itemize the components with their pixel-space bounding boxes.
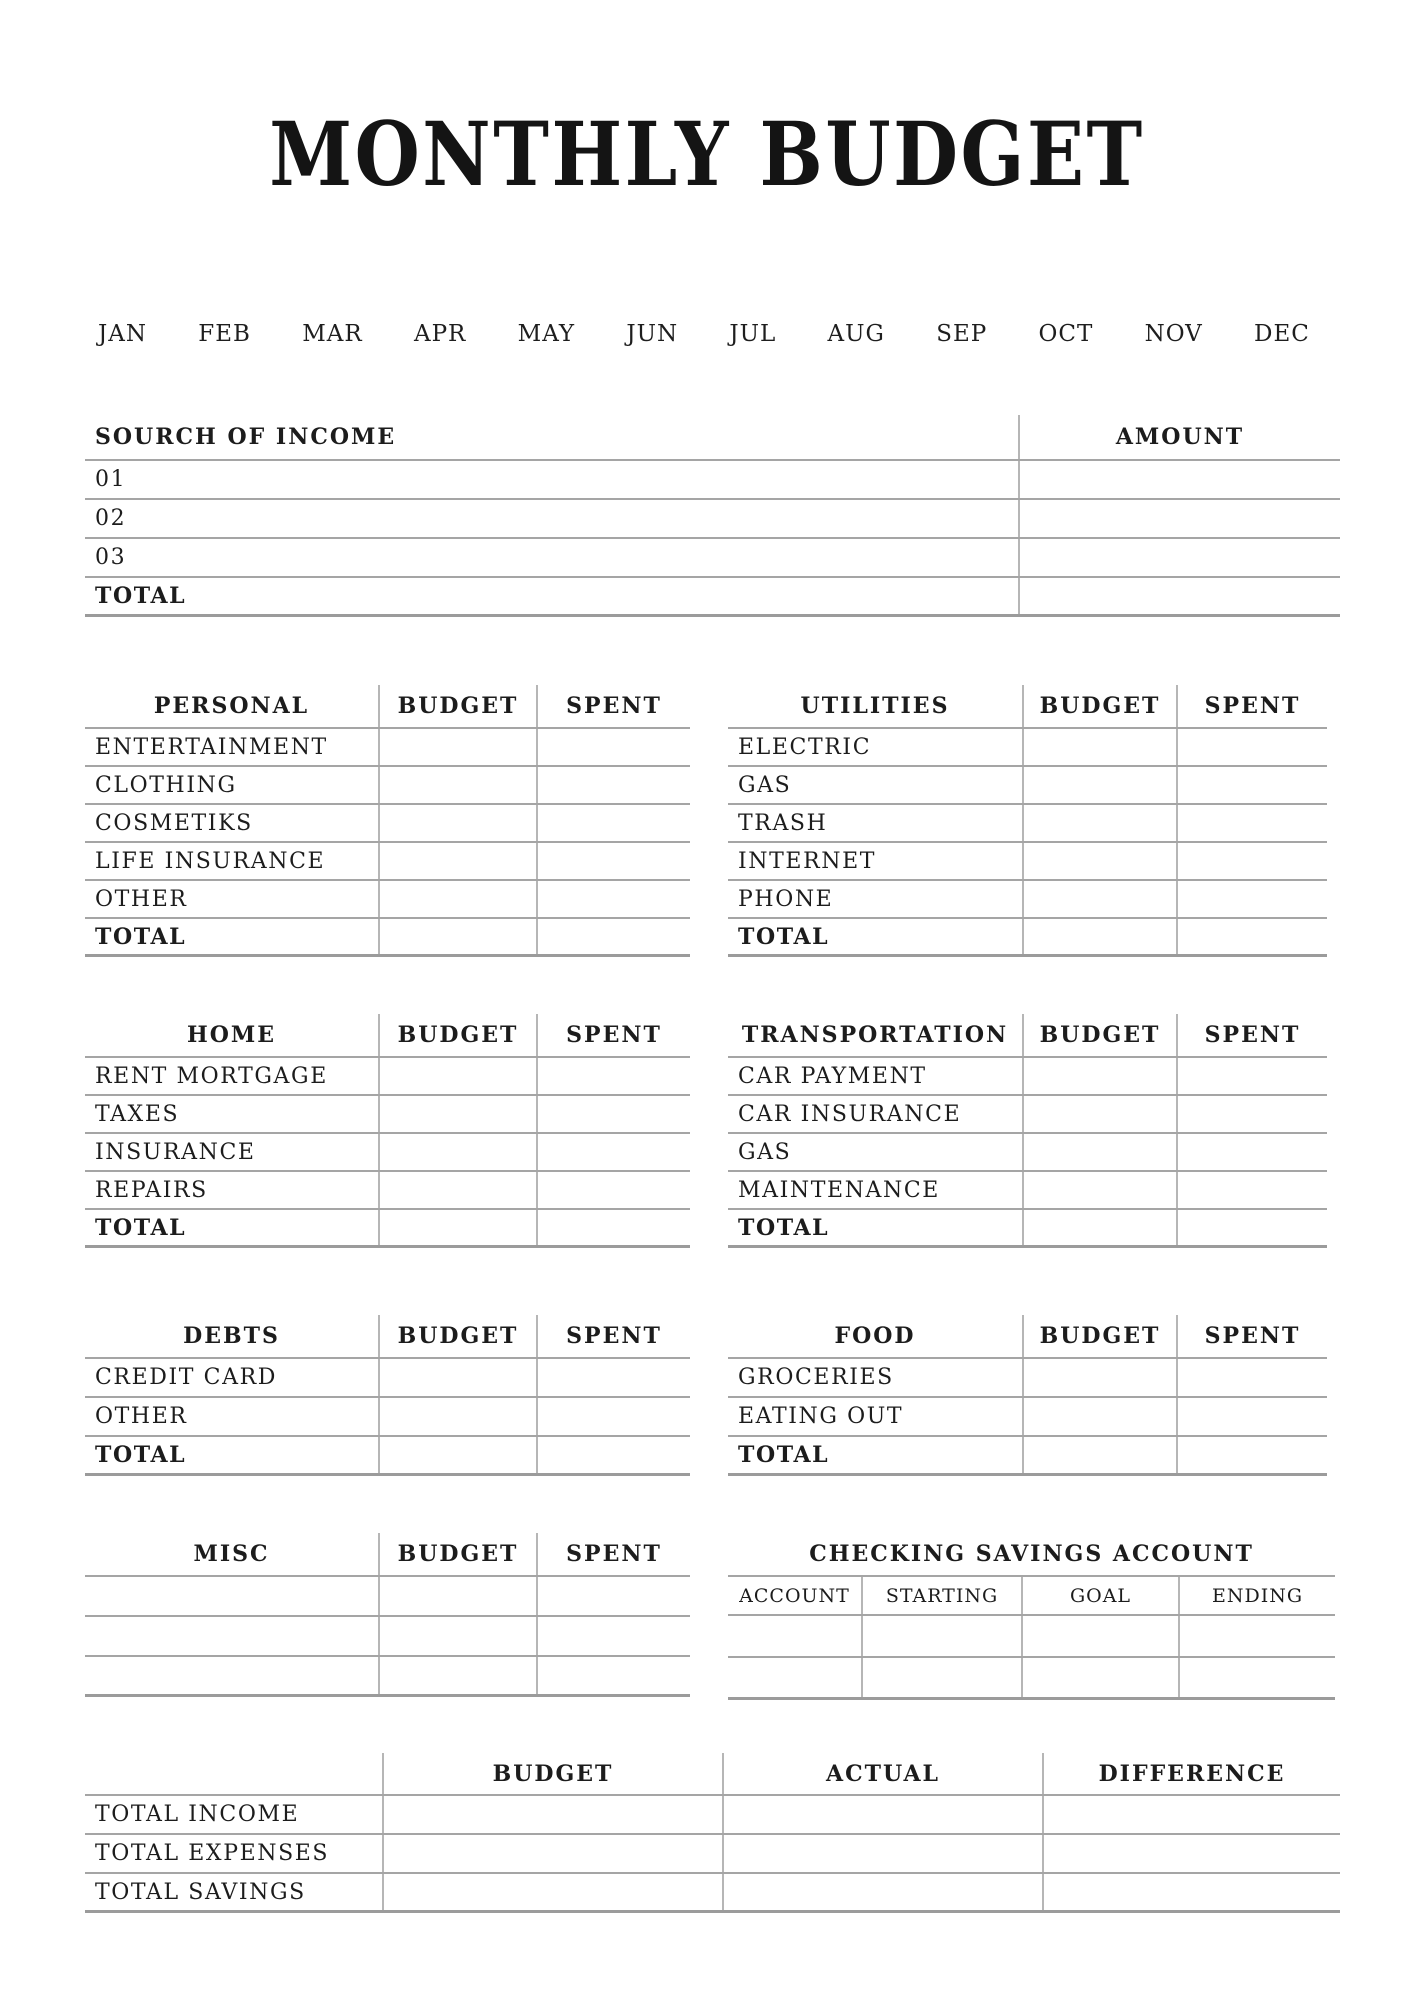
page-title-text: MONTHLY BUDGET xyxy=(269,102,1145,206)
table-row xyxy=(728,1359,1327,1398)
row-label: TAXES xyxy=(95,1101,180,1127)
total-label: TOTAL xyxy=(738,1442,830,1468)
row-label: GAS xyxy=(738,772,792,798)
month-tab-aug[interactable]: AUG xyxy=(827,321,885,347)
budget-cell[interactable] xyxy=(378,1096,536,1132)
income-header-row xyxy=(85,415,1340,461)
table-row xyxy=(85,1657,690,1697)
row-label: CREDIT CARD xyxy=(95,1365,277,1390)
table-row xyxy=(85,729,690,767)
table-row xyxy=(728,1172,1327,1210)
income-row-number: 03 xyxy=(95,545,127,570)
table-total-row xyxy=(85,1437,690,1476)
misc-label-cell[interactable] xyxy=(85,1577,378,1615)
ending-cell[interactable] xyxy=(1178,1658,1335,1697)
checking-savings-table xyxy=(728,1533,1335,1700)
budget-cell[interactable] xyxy=(1022,805,1176,841)
spent-cell[interactable] xyxy=(1176,1172,1327,1208)
budget-cell[interactable] xyxy=(378,1134,536,1170)
spent-cell[interactable] xyxy=(1176,843,1327,879)
budget-header: BUDGET xyxy=(378,1315,536,1357)
table-row xyxy=(728,805,1327,843)
table-row xyxy=(85,1398,690,1437)
row-label: TOTAL INCOME xyxy=(95,1802,300,1827)
income-table xyxy=(85,415,1340,617)
summary-corner-cell xyxy=(85,1753,382,1794)
month-tab-feb[interactable]: FEB xyxy=(198,321,251,347)
table-header-row xyxy=(85,1533,690,1577)
budget-header: BUDGET xyxy=(378,1533,536,1575)
summary-row xyxy=(85,1874,1340,1913)
budget-cell[interactable] xyxy=(378,729,536,765)
total-label: TOTAL xyxy=(95,1214,187,1241)
income-row xyxy=(85,500,1340,539)
actual-cell[interactable] xyxy=(722,1874,1042,1910)
budget-cell[interactable] xyxy=(1022,1210,1176,1245)
month-tab-apr[interactable]: APR xyxy=(413,321,467,347)
budget-cell[interactable] xyxy=(378,1058,536,1094)
table-total-row xyxy=(728,1210,1327,1248)
ending-header: ENDING xyxy=(1178,1577,1335,1614)
spent-cell[interactable] xyxy=(1176,805,1327,841)
row-label: GROCERIES xyxy=(738,1365,894,1390)
spent-cell[interactable] xyxy=(536,881,690,917)
spent-cell[interactable] xyxy=(536,1172,690,1208)
budget-cell[interactable] xyxy=(378,1657,536,1694)
actual-cell[interactable] xyxy=(722,1796,1042,1833)
row-label: LIFE INSURANCE xyxy=(95,848,326,874)
debts-table xyxy=(85,1315,690,1476)
table-row xyxy=(728,1134,1327,1172)
total-label: TOTAL xyxy=(95,923,187,950)
month-tab-dec[interactable]: DEC xyxy=(1254,321,1310,347)
row-label: RENT MORTGAGE xyxy=(95,1063,328,1089)
spent-cell[interactable] xyxy=(536,1617,690,1655)
spent-header: SPENT xyxy=(1176,685,1327,727)
actual-cell[interactable] xyxy=(722,1835,1042,1872)
summary-header-row xyxy=(85,1753,1340,1796)
row-label: CLOTHING xyxy=(95,772,237,798)
budget-cell[interactable] xyxy=(378,1398,536,1435)
spent-cell[interactable] xyxy=(536,1577,690,1615)
account-header: ACCOUNT xyxy=(739,1584,850,1607)
summary-difference-header: DIFFERENCE xyxy=(1042,1753,1340,1794)
table-row xyxy=(85,843,690,881)
goal-cell[interactable] xyxy=(1021,1616,1178,1656)
row-label: COSMETIKS xyxy=(95,810,253,836)
spent-cell[interactable] xyxy=(1176,767,1327,803)
spent-header: SPENT xyxy=(536,1315,690,1357)
spent-cell[interactable] xyxy=(1176,1359,1327,1396)
table-row xyxy=(85,1617,690,1657)
row-label: MAINTENANCE xyxy=(738,1177,940,1203)
table-header-row xyxy=(728,1014,1327,1058)
row-label: EATING OUT xyxy=(738,1404,904,1429)
row-label: ENTERTAINMENT xyxy=(95,734,328,760)
table-row xyxy=(728,1398,1327,1437)
spent-cell[interactable] xyxy=(536,1210,690,1245)
spent-cell[interactable] xyxy=(1176,919,1327,954)
income-amount-header: AMOUNT xyxy=(1018,415,1340,459)
income-source-header: SOURCH OF INCOME xyxy=(95,424,397,450)
spent-cell[interactable] xyxy=(1176,1096,1327,1132)
summary-row xyxy=(85,1796,1340,1835)
amount-cell[interactable] xyxy=(1018,578,1340,614)
spent-cell[interactable] xyxy=(536,843,690,879)
income-row xyxy=(85,461,1340,500)
spent-cell[interactable] xyxy=(536,1398,690,1435)
home-table xyxy=(85,1014,690,1248)
budget-cell[interactable] xyxy=(378,1577,536,1615)
month-tab-jan[interactable]: JAN xyxy=(98,321,147,347)
budget-cell[interactable] xyxy=(1022,1398,1176,1435)
spent-header: SPENT xyxy=(1176,1315,1327,1357)
row-label: INSURANCE xyxy=(95,1139,256,1165)
row-label: TRASH xyxy=(738,810,828,836)
income-total-row xyxy=(85,578,1340,617)
spent-cell[interactable] xyxy=(536,1657,690,1694)
row-label: ELECTRIC xyxy=(738,734,872,760)
spent-cell[interactable] xyxy=(536,1437,690,1473)
budget-cell[interactable] xyxy=(1022,767,1176,803)
food-table xyxy=(728,1315,1327,1476)
starting-cell[interactable] xyxy=(861,1658,1021,1697)
budget-cell[interactable] xyxy=(378,805,536,841)
budget-header: BUDGET xyxy=(378,685,536,727)
month-tab-nov[interactable]: NOV xyxy=(1144,321,1203,347)
spent-cell[interactable] xyxy=(1176,1210,1327,1245)
spent-cell[interactable] xyxy=(536,729,690,765)
difference-cell[interactable] xyxy=(1042,1796,1340,1833)
spent-header: SPENT xyxy=(536,1014,690,1056)
row-label: OTHER xyxy=(95,1404,188,1429)
budget-cell[interactable] xyxy=(378,1172,536,1208)
spent-cell[interactable] xyxy=(1176,1134,1327,1170)
spent-cell[interactable] xyxy=(536,1359,690,1396)
checking-title-row xyxy=(728,1533,1335,1577)
budget-cell[interactable] xyxy=(1022,1134,1176,1170)
spent-cell[interactable] xyxy=(1176,1437,1327,1473)
summary-table xyxy=(85,1753,1340,1913)
checking-row xyxy=(728,1616,1335,1658)
spent-cell[interactable] xyxy=(536,919,690,954)
budget-header: BUDGET xyxy=(1022,685,1176,727)
summary-actual-header: ACTUAL xyxy=(722,1753,1042,1794)
table-row xyxy=(728,767,1327,805)
utilities-table xyxy=(728,685,1327,957)
amount-cell[interactable] xyxy=(1018,461,1340,498)
budget-cell[interactable] xyxy=(1022,1359,1176,1396)
income-row-number: 01 xyxy=(95,467,127,492)
budget-cell[interactable] xyxy=(1022,881,1176,917)
row-label: PHONE xyxy=(738,886,834,912)
row-label: TOTAL SAVINGS xyxy=(95,1879,306,1905)
table-header-row xyxy=(85,1014,690,1058)
goal-header: GOAL xyxy=(1021,1577,1178,1614)
row-label: INTERNET xyxy=(738,848,877,874)
page-title xyxy=(0,102,1414,206)
personal-title: PERSONAL xyxy=(153,693,310,719)
home-title: HOME xyxy=(186,1022,277,1048)
table-row xyxy=(85,1096,690,1134)
debts-title: DEBTS xyxy=(183,1323,280,1349)
table-row xyxy=(728,729,1327,767)
difference-cell[interactable] xyxy=(1042,1835,1340,1872)
personal-table xyxy=(85,685,690,957)
budget-cell[interactable] xyxy=(382,1835,722,1872)
month-tab-mar[interactable]: MAR xyxy=(302,321,363,347)
spent-cell[interactable] xyxy=(1176,881,1327,917)
spent-cell[interactable] xyxy=(536,1134,690,1170)
checking-title: CHECKING SAVINGS ACCOUNT xyxy=(809,1541,1254,1567)
spent-cell[interactable] xyxy=(536,805,690,841)
starting-cell[interactable] xyxy=(861,1616,1021,1656)
budget-header: BUDGET xyxy=(1022,1014,1176,1056)
account-cell[interactable] xyxy=(728,1616,861,1656)
table-header-row xyxy=(85,1315,690,1359)
row-label: TOTAL EXPENSES xyxy=(95,1841,330,1866)
table-row xyxy=(85,767,690,805)
month-tab-may[interactable]: MAY xyxy=(517,321,576,347)
income-row xyxy=(85,539,1340,578)
table-total-row xyxy=(728,919,1327,957)
food-title: FOOD xyxy=(834,1323,916,1349)
checking-row xyxy=(728,1658,1335,1700)
budget-cell[interactable] xyxy=(378,1210,536,1245)
table-header-row xyxy=(728,685,1327,729)
budget-cell[interactable] xyxy=(378,1437,536,1473)
table-row xyxy=(728,843,1327,881)
misc-label-cell[interactable] xyxy=(85,1617,378,1655)
total-label: TOTAL xyxy=(95,1442,187,1468)
summary-budget-header: BUDGET xyxy=(382,1753,722,1794)
misc-title: MISC xyxy=(193,1541,270,1567)
budget-cell[interactable] xyxy=(378,1617,536,1655)
ending-cell[interactable] xyxy=(1178,1616,1335,1656)
budget-header: BUDGET xyxy=(1022,1315,1176,1357)
row-label: CAR PAYMENT xyxy=(738,1063,927,1089)
month-tab-jul[interactable]: JUL xyxy=(729,321,777,347)
transportation-title: TRANSPORTATION xyxy=(741,1022,1009,1048)
goal-cell[interactable] xyxy=(1021,1658,1178,1697)
table-row xyxy=(728,1096,1327,1134)
spent-header: SPENT xyxy=(536,685,690,727)
budget-cell[interactable] xyxy=(378,843,536,879)
table-total-row xyxy=(728,1437,1327,1476)
row-label: OTHER xyxy=(95,886,188,912)
spent-cell[interactable] xyxy=(536,1058,690,1094)
budget-cell[interactable] xyxy=(1022,1172,1176,1208)
spent-cell[interactable] xyxy=(536,1096,690,1132)
month-tab-oct[interactable]: OCT xyxy=(1038,321,1094,347)
total-label: TOTAL xyxy=(738,923,830,950)
table-row xyxy=(85,1577,690,1617)
budget-cell[interactable] xyxy=(378,881,536,917)
table-row xyxy=(85,1058,690,1096)
month-tab-jun[interactable]: JUN xyxy=(626,321,679,347)
table-row xyxy=(85,1134,690,1172)
table-row xyxy=(85,881,690,919)
amount-cell[interactable] xyxy=(1018,539,1340,576)
table-row xyxy=(85,1359,690,1398)
table-header-row xyxy=(85,685,690,729)
spent-header: SPENT xyxy=(536,1533,690,1575)
table-row xyxy=(728,881,1327,919)
budget-cell[interactable] xyxy=(382,1874,722,1910)
budget-cell[interactable] xyxy=(1022,1437,1176,1473)
starting-header: STARTING xyxy=(861,1577,1021,1614)
spent-cell[interactable] xyxy=(1176,729,1327,765)
transportation-table xyxy=(728,1014,1327,1248)
table-row xyxy=(85,1172,690,1210)
amount-cell[interactable] xyxy=(1018,500,1340,537)
row-label: CAR INSURANCE xyxy=(738,1101,962,1127)
checking-columns-row xyxy=(728,1577,1335,1616)
row-label: GAS xyxy=(738,1139,792,1165)
total-label: TOTAL xyxy=(738,1214,830,1241)
month-tab-sep[interactable]: SEP xyxy=(936,321,988,347)
budget-cell[interactable] xyxy=(378,919,536,954)
income-row-number: 02 xyxy=(95,506,127,531)
budget-cell[interactable] xyxy=(1022,843,1176,879)
spent-cell[interactable] xyxy=(536,767,690,803)
spent-header: SPENT xyxy=(1176,1014,1327,1056)
misc-label-cell[interactable] xyxy=(85,1657,378,1694)
table-row xyxy=(85,805,690,843)
budget-cell[interactable] xyxy=(378,1359,536,1396)
income-total-label: TOTAL xyxy=(95,583,187,609)
difference-cell[interactable] xyxy=(1042,1874,1340,1910)
table-total-row xyxy=(85,1210,690,1248)
budget-cell[interactable] xyxy=(1022,729,1176,765)
utilities-title: UTILITIES xyxy=(800,693,950,719)
account-cell[interactable] xyxy=(728,1658,861,1697)
budget-header: BUDGET xyxy=(378,1014,536,1056)
spent-cell[interactable] xyxy=(1176,1058,1327,1094)
misc-table xyxy=(85,1533,690,1697)
budget-cell[interactable] xyxy=(382,1796,722,1833)
table-total-row xyxy=(85,919,690,957)
row-label: REPAIRS xyxy=(95,1177,208,1203)
spent-cell[interactable] xyxy=(1176,1398,1327,1435)
table-row xyxy=(728,1058,1327,1096)
table-header-row xyxy=(728,1315,1327,1359)
budget-cell[interactable] xyxy=(378,767,536,803)
budget-cell[interactable] xyxy=(1022,1058,1176,1094)
summary-row xyxy=(85,1835,1340,1874)
months-row xyxy=(98,320,1310,348)
budget-cell[interactable] xyxy=(1022,919,1176,954)
budget-cell[interactable] xyxy=(1022,1096,1176,1132)
